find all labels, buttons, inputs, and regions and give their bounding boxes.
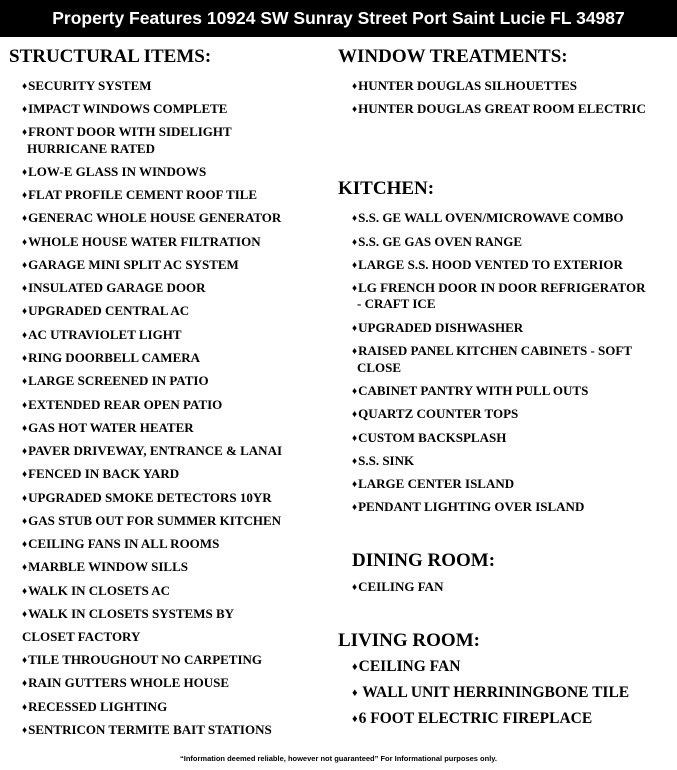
bullet-icon: ♦ (22, 655, 28, 666)
list-item: ♦WALK IN CLOSETS AC (22, 583, 171, 598)
list-item: ♦S.S. SINK (352, 453, 415, 468)
bullet-icon: ♦ (352, 502, 358, 513)
page-title: Property Features 10924 SW Sunray Street Port Saint Lucie FL 34987 (52, 8, 625, 28)
list-item: ♦SECURITY SYSTEM (22, 78, 152, 93)
list-item: ♦HUNTER DOUGLAS GREAT ROOM ELECTRIC (352, 101, 646, 116)
bullet-icon: ♦ (22, 562, 28, 573)
list-item-continuation: CLOSE (357, 360, 402, 375)
list-item: ♦WALK IN CLOSETS SYSTEMS BY (22, 606, 235, 621)
bullet-icon: ♦ (352, 661, 358, 673)
list-item: ♦QUARTZ COUNTER TOPS (352, 406, 519, 421)
page-title-bar (0, 0, 677, 37)
bullet-icon: ♦ (352, 237, 358, 248)
list-item: ♦MARBLE WINDOW SILLS (22, 559, 189, 574)
list-item: ♦EXTENDED REAR OPEN PATIO (22, 397, 223, 412)
structural-heading: STRUCTURAL ITEMS: (9, 46, 212, 67)
bullet-icon: ♦ (352, 386, 358, 397)
list-item: ♦RECESSED LIGHTING (22, 699, 168, 714)
bullet-icon: ♦ (22, 702, 28, 713)
bullet-icon: ♦ (22, 446, 28, 457)
bullet-icon: ♦ (352, 456, 358, 467)
list-item: ♦GARAGE MINI SPLIT AC SYSTEM (22, 257, 239, 272)
bullet-icon: ♦ (22, 237, 28, 248)
list-item: ♦LARGE S.S. HOOD VENTED TO EXTERIOR (352, 257, 623, 272)
bullet-icon: ♦ (22, 306, 28, 317)
list-item: ♦FLAT PROFILE CEMENT ROOF TILE (22, 187, 258, 202)
bullet-icon: ♦ (22, 167, 28, 178)
list-item: ♦TILE THROUGHOUT NO CARPETING (22, 652, 263, 667)
bullet-icon: ♦ (22, 586, 28, 597)
list-item: ♦RAIN GUTTERS WHOLE HOUSE (22, 675, 230, 690)
list-item: ♦WHOLE HOUSE WATER FILTRATION (22, 234, 261, 249)
list-item: ♦PAVER DRIVEWAY, ENTRANCE & LANAI (22, 443, 283, 458)
list-item-continuation: HURRICANE RATED (27, 141, 155, 156)
bullet-icon: ♦ (352, 104, 358, 115)
bullet-icon: ♦ (22, 469, 28, 480)
bullet-icon: ♦ (352, 687, 358, 699)
bullet-icon: ♦ (22, 678, 28, 689)
bullet-icon: ♦ (22, 213, 28, 224)
dining-room-heading: DINING ROOM: (352, 550, 496, 571)
bullet-icon: ♦ (22, 493, 28, 504)
list-item: ♦CEILING FAN (352, 658, 461, 675)
list-item: ♦UPGRADED SMOKE DETECTORS 10YR (22, 490, 272, 505)
list-item: ♦AC UTRAVIOLET LIGHT (22, 327, 182, 342)
bullet-icon: ♦ (352, 213, 358, 224)
bullet-icon: ♦ (22, 609, 28, 620)
bullet-icon: ♦ (352, 81, 358, 92)
list-item: ♦CABINET PANTRY WITH PULL OUTS (352, 383, 589, 398)
list-item: ♦CEILING FANS IN ALL ROOMS (22, 536, 220, 551)
list-item: ♦UPGRADED DISHWASHER (352, 320, 524, 335)
list-item: ♦FRONT DOOR WITH SIDELIGHT (22, 124, 232, 139)
bullet-icon: ♦ (22, 353, 28, 364)
bullet-icon: ♦ (352, 260, 358, 271)
kitchen-heading: KITCHEN: (338, 178, 435, 199)
bullet-icon: ♦ (22, 516, 28, 527)
list-item: ♦LG FRENCH DOOR IN DOOR REFRIGERATOR (352, 280, 646, 295)
bullet-icon: ♦ (22, 260, 28, 271)
bullet-icon: ♦ (352, 283, 358, 294)
disclaimer: “Information deemed reliable, however not guaranteed” For Informational purposes only. (180, 754, 497, 763)
bullet-icon: ♦ (22, 104, 28, 115)
bullet-icon: ♦ (22, 81, 28, 92)
list-item: ♦PENDANT LIGHTING OVER ISLAND (352, 499, 585, 514)
bullet-icon: ♦ (22, 400, 28, 411)
list-item: ♦GENERAC WHOLE HOUSE GENERATOR (22, 210, 282, 225)
bullet-icon: ♦ (22, 330, 28, 341)
list-item: ♦RAISED PANEL KITCHEN CABINETS - SOFT (352, 343, 633, 358)
list-item: ♦LOW-E GLASS IN WINDOWS (22, 164, 207, 179)
bullet-icon: ♦ (22, 283, 28, 294)
bullet-icon: ♦ (22, 190, 28, 201)
list-item: ♦SENTRICON TERMITE BAIT STATIONS (22, 722, 272, 737)
bullet-icon: ♦ (352, 582, 358, 593)
list-item: ♦S.S. GE GAS OVEN RANGE (352, 234, 523, 249)
bullet-icon: ♦ (352, 346, 358, 357)
living-room-heading: LIVING ROOM: (338, 630, 480, 651)
list-item: ♦LARGE CENTER ISLAND (352, 476, 515, 491)
window-treatments-heading: WINDOW TREATMENTS: (338, 46, 568, 67)
list-item-continuation: CLOSET FACTORY (22, 629, 141, 644)
list-item: ♦LARGE SCREENED IN PATIO (22, 373, 209, 388)
bullet-icon: ♦ (352, 323, 358, 334)
bullet-icon: ♦ (22, 725, 28, 736)
list-item-continuation: - CRAFT ICE (357, 296, 436, 311)
bullet-icon: ♦ (22, 539, 28, 550)
list-item: ♦GAS STUB OUT FOR SUMMER KITCHEN (22, 513, 282, 528)
list-item: ♦GAS HOT WATER HEATER (22, 420, 194, 435)
bullet-icon: ♦ (352, 713, 358, 725)
bullet-icon: ♦ (352, 409, 358, 420)
list-item: ♦INSULATED GARAGE DOOR (22, 280, 206, 295)
bullet-icon: ♦ (22, 376, 28, 387)
list-item: ♦S.S. GE WALL OVEN/MICROWAVE COMBO (352, 210, 624, 225)
list-item: ♦ WALL UNIT HERRININGBONE TILE (352, 684, 630, 701)
bullet-icon: ♦ (352, 479, 358, 490)
bullet-icon: ♦ (352, 433, 358, 444)
list-item: ♦CEILING FAN (352, 579, 444, 594)
list-item: ♦UPGRADED CENTRAL AC (22, 303, 190, 318)
list-item: ♦HUNTER DOUGLAS SILHOUETTES (352, 78, 578, 93)
list-item: ♦CUSTOM BACKSPLASH (352, 430, 507, 445)
list-item: ♦6 FOOT ELECTRIC FIREPLACE (352, 710, 593, 727)
list-item: ♦RING DOORBELL CAMERA (22, 350, 201, 365)
list-item: ♦FENCED IN BACK YARD (22, 466, 180, 481)
bullet-icon: ♦ (22, 127, 28, 138)
bullet-icon: ♦ (22, 423, 28, 434)
list-item: ♦IMPACT WINDOWS COMPLETE (22, 101, 228, 116)
